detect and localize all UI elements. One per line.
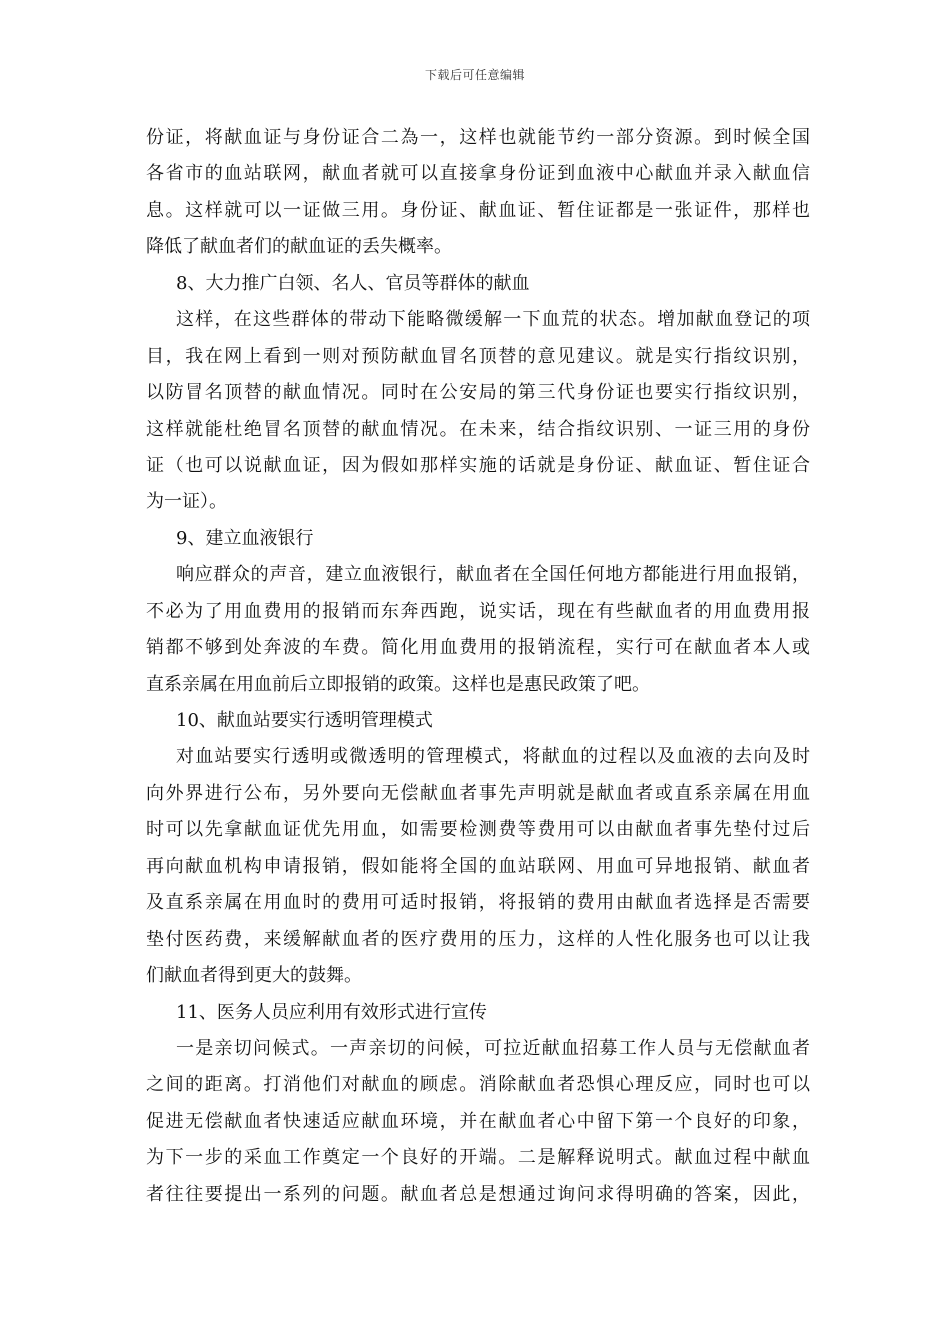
text-line: 这样，在这些群体的带动下能略微缓解一下血荒的状态。增加献血登记的项 bbox=[176, 309, 810, 331]
text-line: 份证，将献血证与身份证合二為一，这样也就能节约一部分资源。到时候全国 bbox=[146, 127, 810, 148]
text-line: 促进无偿献血者快速适应献血环境，并在献血者心中留下第一个良好的印象， bbox=[146, 1110, 810, 1132]
text-line: 证（也可以说献血证，因为假如那样实施的话就是身份证、献血证、暂住证合 bbox=[146, 454, 810, 476]
text-line: 不必为了用血费用的报销而东奔西跑，说实话，现在有些献血者的用血费用报 bbox=[146, 600, 810, 622]
text-line: 为下一步的采血工作奠定一个良好的开端。二是解释说明式。献血过程中献血 bbox=[146, 1147, 810, 1169]
text-line: 时可以先拿献血证优先用血，如需要检测费等费用可以由献血者事先垫付过后 bbox=[146, 819, 810, 841]
text-line: 向外界进行公布，另外要向无偿献血者事先声明就是献血者或直系亲属在用血 bbox=[146, 782, 810, 804]
text-line: 这样就能杜绝冒名顶替的献血情况。在未来，结合指纹识别、一证三用的身份 bbox=[146, 418, 810, 440]
text-line: 再向献血机构申请报销，假如能将全国的血站联网、用血可异地报销、献血者 bbox=[146, 855, 810, 877]
text-line: 降低了献血者们的献血证的丢失概率。 bbox=[146, 236, 452, 258]
text-line: 垫付医药费，来缓解献血者的医疗费用的压力，这样的人性化服务也可以让我 bbox=[146, 928, 810, 950]
text-line: 对血站要实行透明或微透明的管理模式，将献血的过程以及血液的去向及时 bbox=[176, 746, 810, 768]
paragraph bbox=[146, 120, 810, 266]
text-line: 息。这样就可以一证做三用。身份证、献血证、暂住证都是一张证件，那样也 bbox=[146, 199, 810, 221]
text-line: 之间的距离。打消他们对献血的顾虑。消除献血者恐惧心理反应，同时也可以 bbox=[146, 1074, 810, 1096]
text-line: 目，我在网上看到一则对预防献血冒名顶替的意见建议。就是实行指纹识别， bbox=[146, 345, 810, 367]
section-heading: 9、建立血液银行 bbox=[176, 527, 314, 549]
text-line: 各省市的血站联网，献血者就可以直接拿身份证到血液中心献血并录入献血信 bbox=[146, 163, 810, 185]
text-line: 以防冒名顶替的献血情况。同时在公安局的第三代身份证也要实行指纹识别， bbox=[146, 382, 810, 404]
text-line: 销都不够到处奔波的车费。简化用血费用的报销流程，实行可在献血者本人或 bbox=[146, 637, 810, 659]
text-line: 者往往要提出一系列的问题。献血者总是想通过询问求得明确的答案，因此， bbox=[146, 1183, 810, 1205]
text-line: 为一证）。 bbox=[146, 491, 227, 513]
section-heading: 8、大力推广白领、名人、官员等群体的献血 bbox=[176, 272, 530, 294]
text-line: 直系亲属在用血前后立即报销的政策。这样也是惠民政策了吧。 bbox=[146, 673, 650, 695]
text-line: 响应群众的声音，建立血液银行，献血者在全国任何地方都能进行用血报销， bbox=[176, 564, 810, 586]
section-heading: 10、献血站要实行透明管理模式 bbox=[176, 710, 433, 731]
paragraph bbox=[146, 557, 810, 703]
section-heading: 11、医务人员应利用有效形式进行宣传 bbox=[176, 1001, 487, 1023]
document-body bbox=[146, 120, 810, 1213]
text-line: 们献血者得到更大的鼓舞。 bbox=[146, 965, 362, 987]
paragraph bbox=[146, 739, 810, 994]
paragraph bbox=[146, 302, 810, 521]
text-line: 一是亲切问候式。一声亲切的问候，可拉近献血招募工作人员与无偿献血者 bbox=[176, 1037, 810, 1059]
paragraph bbox=[146, 1031, 810, 1213]
text-line: 及直系亲属在用血时的费用可适时报销，将报销的费用由献血者选择是否需要 bbox=[146, 892, 810, 914]
page-header: 下载后可任意编辑 bbox=[424, 68, 525, 82]
